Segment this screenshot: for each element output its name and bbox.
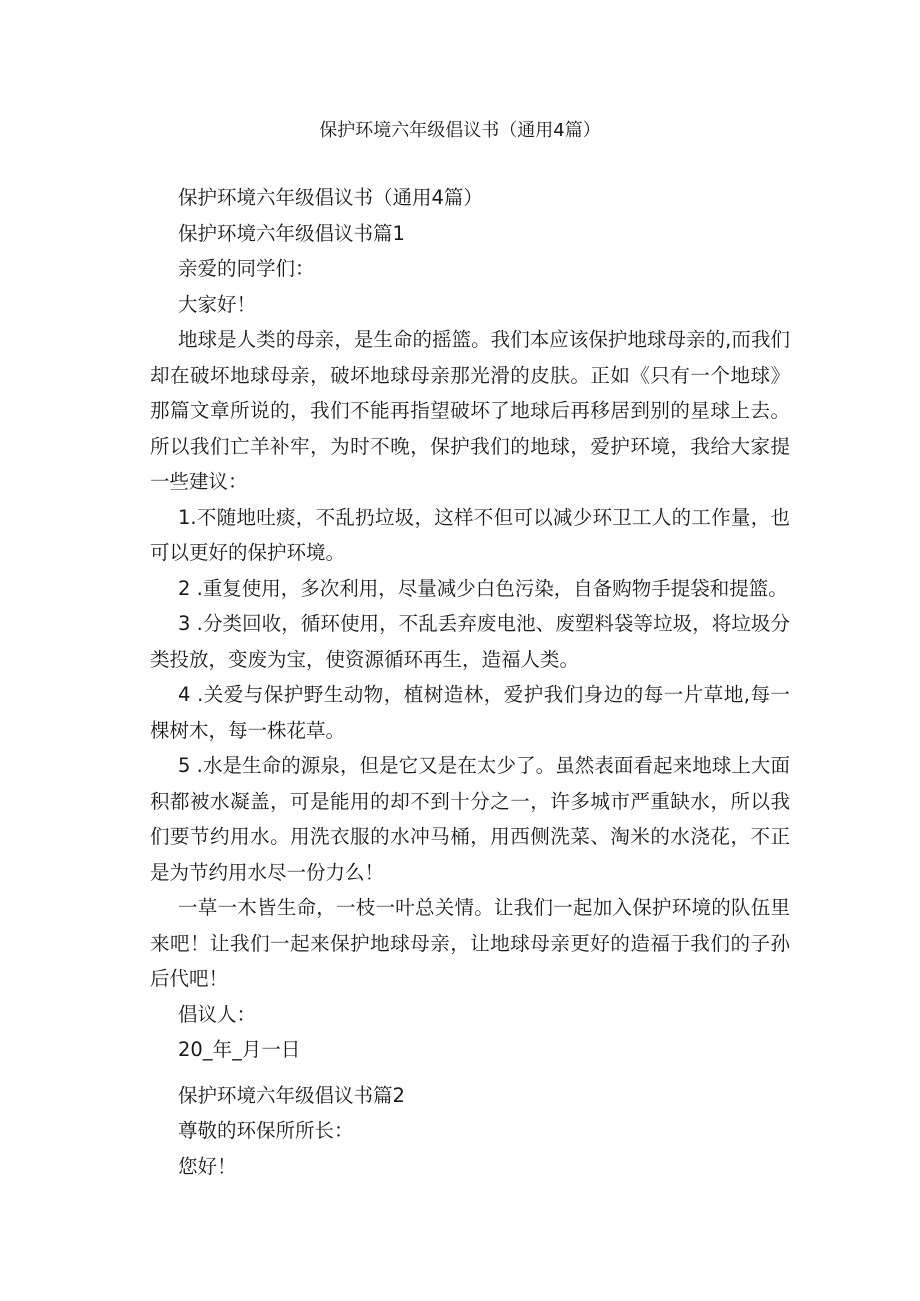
article1-signer-label: 倡议人： [178,1002,257,1026]
article2-greeting: 您好！ [178,1154,237,1178]
document-body [150,180,790,1184]
article1-item-1: 1.不随地吐痰，不乱扔垃圾，这样不但可以减少环卫工人的工作量，也可以更好的保护环境。 [150,505,790,564]
section-spacer [150,1068,790,1078]
article1-date: 20_年_月一日 [178,1038,301,1061]
article1-item-2: 2 .重复使用，多次利用，尽量减少白色污染，自备购物手提袋和提篮。 [178,576,788,600]
document-title: 保护环境六年级倡议书（通用4篇） [319,120,601,141]
article2-heading: 保护环境六年级倡议书篇2 [178,1083,405,1107]
article1-salutation: 亲爱的同学们： [178,257,315,280]
article1-item-3: 3 .分类回收，循环使用，不乱丢弃废电池、废塑料袋等垃圾，将垃圾分类投放，变废为宝，使资源循环再生，造福人类。 [150,612,790,671]
document-subtitle: 保护环境六年级倡议书（通用4篇） [178,186,483,209]
article1-heading: 保护环境六年级倡议书篇1 [178,221,405,245]
article1-closing-paragraph: 一草一木皆生命，一枝一叶总关情。让我们一起加入保护环境的队伍里来吧！让我们一起来保护地球母亲，让地球母亲更好的造福于我们的子孙后代吧！ [150,896,790,990]
article1-item-5: 5 .水是生命的源泉，但是它又是在太少了。虽然表面看起来地球上大面积都被水凝盖，可是能用的却不到十分之一，许多城市严重缺水，所以我们要节约用水。用洗衣服的水冲马桶，用西侧洗菜、淘米的水浇花，不正是为节约用水尽一份力么！ [150,754,790,884]
article2-salutation: 尊敬的环保所所长： [178,1119,354,1142]
article1-item-4: 4 .关爱与保护野生动物，植树造林，爱护我们身边的每一片草地,每一棵树木，每一株花草。 [150,683,790,742]
article1-intro-paragraph: 地球是人类的母亲，是生命的摇篮。我们本应该保护地球母亲的,而我们却在破坏地球母亲，破坏地球母亲那光滑的皮肤。正如《只有一个地球》那篇文章所说的，我们不能再指望破坏了地球后再移居到别的星球上去。所以我们亡羊补牢，为时不晚，保护我们的地球，爱护环境，我给大家提一些建议： [150,328,790,493]
article1-greeting: 大家好！ [178,292,257,316]
